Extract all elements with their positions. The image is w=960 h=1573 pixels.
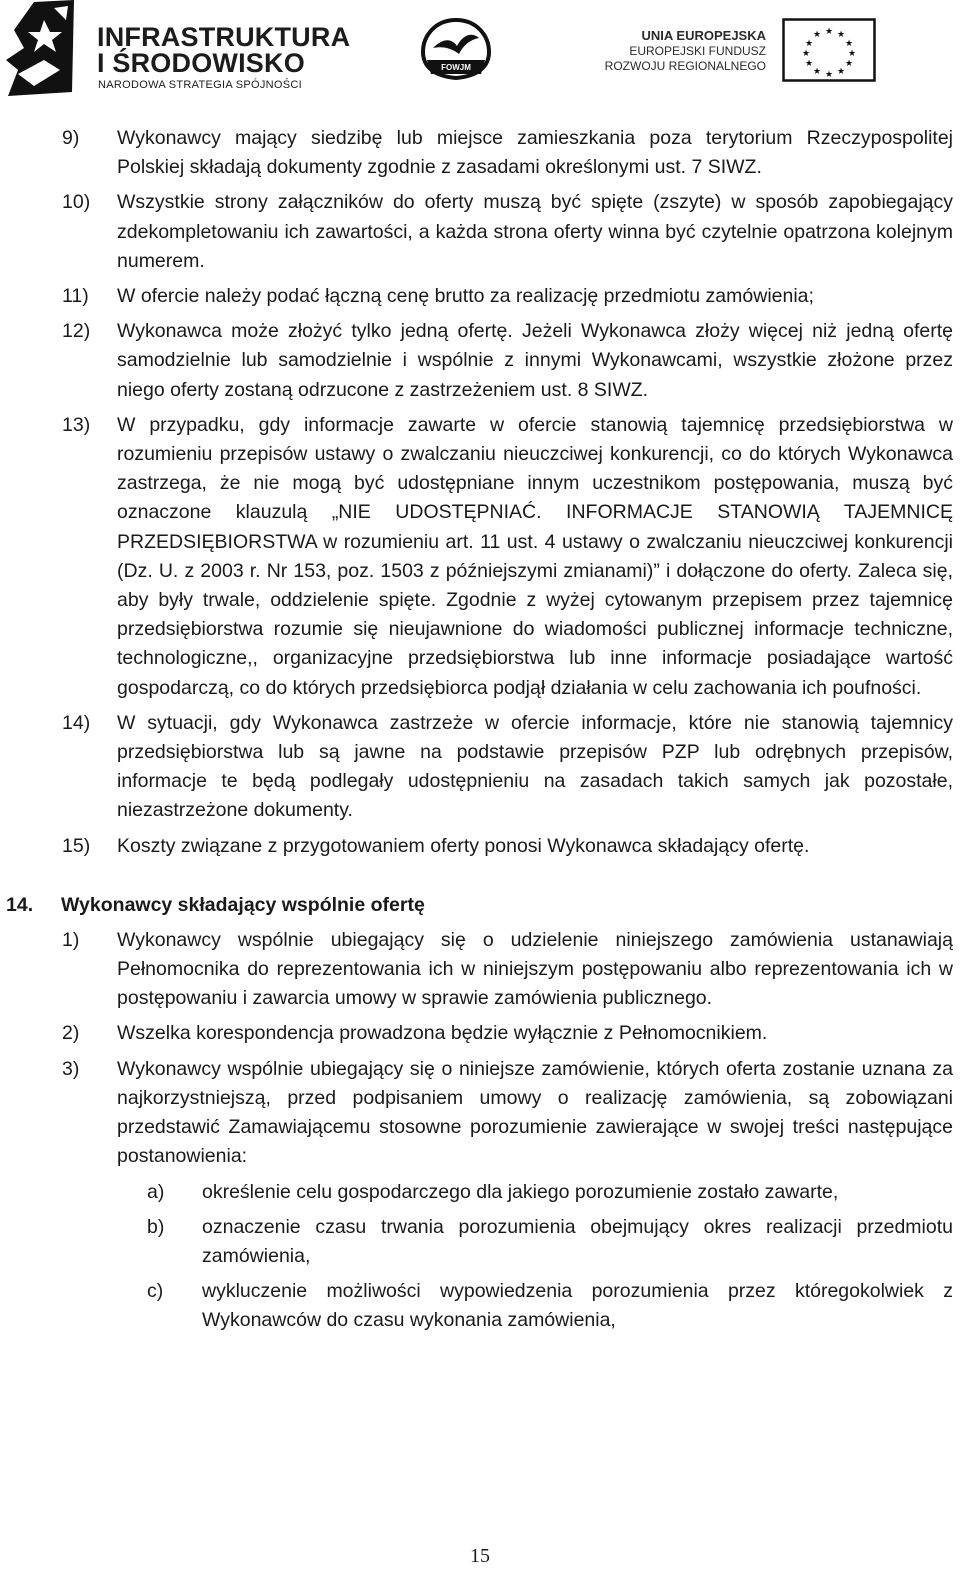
svg-text:★: ★ (836, 30, 846, 40)
item-text: W ofercie należy podać łączną cenę brutto za realizację przedmiotu zamówienia; (117, 285, 814, 308)
eu-fund-line2: ROZWOJU REGIONALNEGO (604, 59, 766, 73)
list-item (0, 411, 960, 703)
svg-text:★: ★ (812, 67, 822, 77)
item-number: 12) (62, 320, 91, 343)
sub-item-text: oznaczenie czasu trwania porozumienia obejmujący okres realizacji przedmiotu zamówienia, (202, 1215, 953, 1267)
page-header (0, 0, 960, 100)
infrastruktura-emblem-icon (4, 0, 90, 96)
item-number: 10) (62, 191, 91, 214)
item-text: Wszelka korespondencja prowadzona będzie wyłącznie z Pełnomocnikiem. (117, 1022, 768, 1045)
sub-item-text: określenie celu gospodarczego dla jakiego porozumienie zostało zawarte, (202, 1180, 839, 1203)
infrastruktura-title: INFRASTRUKTURA (97, 22, 351, 52)
eu-fund-line1: EUROPEJSKI FUNDUSZ (629, 44, 766, 58)
item-number: 15) (62, 834, 91, 857)
item-number: 11) (62, 285, 89, 308)
item-text: Koszty związane z przygotowaniem oferty ponosi Wykonawca składający ofertę. (117, 834, 810, 857)
svg-text:★: ★ (847, 49, 857, 59)
svg-text:★: ★ (812, 30, 822, 40)
list-item (0, 926, 960, 1014)
item-text: Wykonawca może złożyć tylko jedną ofertę. Jeżeli Wykonawca złoży więcej niż jedną ofertę samodzielnie lub samodzielnie i wspólnie z innymi Wykonawcami, wszystkie złożone przez niego oferty zostaną odrzucone z zastrzeżeniem ust. 8 SIWZ. (117, 320, 953, 401)
fowjm-label: FOWJM (441, 63, 471, 72)
section-title: Wykonawcy składający wspólnie ofertę (61, 893, 425, 916)
svg-text:★: ★ (836, 67, 846, 77)
item-number: 3) (62, 1057, 80, 1080)
svg-text:★: ★ (804, 39, 814, 49)
section-number: 14. (6, 893, 34, 916)
list-item (0, 709, 960, 826)
list-item (0, 317, 960, 405)
item-text: W sytuacji, gdy Wykonawca zastrzeże w ofercie informacje, które nie stanowią tajemnicy przedsiębiorstwa lub są jawne na podstawie przepisów PZP lub odrębnych przepisów, informacje te będą podlegały udostępnieniu na zasadach takich samych jak pozostałe, niezastrzeżone dokumenty. (117, 711, 953, 822)
svg-text:★: ★ (824, 70, 834, 80)
svg-text:★: ★ (844, 39, 854, 49)
sub-item-letter: c) (147, 1280, 164, 1303)
sub-item-letter: a) (147, 1180, 165, 1203)
eu-logo (604, 18, 876, 84)
srodowisko-title: I ŚRODOWISKO (97, 48, 305, 78)
list-item (0, 1055, 960, 1172)
infrastruktura-logo (4, 0, 351, 96)
item-text: Wykonawcy wspólnie ubiegający się o udzielenie niniejszego zamówienia ustanawiają Pełnomocnika do reprezentowania ich w niniejszym postępowaniu albo reprezentowania ich w postępowaniu i zawarcia umowy w sprawie zamówienia publicznego. (117, 928, 953, 1010)
sub-list-item (0, 1277, 960, 1335)
list-item (0, 832, 960, 861)
fowjm-logo (421, 18, 491, 80)
sub-list-item (0, 1178, 960, 1207)
strategy-subtitle: NARODOWA STRATEGIA SPÓJNOŚCI (98, 79, 302, 91)
eu-title: UNIA EUROPEJSKA (641, 28, 766, 43)
sub-item-letter: b) (147, 1215, 165, 1238)
list-item (0, 1019, 960, 1048)
sub-list-item (0, 1213, 960, 1271)
svg-text:★: ★ (844, 59, 854, 69)
item-text: Wykonawcy mający siedzibę lub miejsce zamieszkania poza terytorium Rzeczypospolitej Polskiej składają dokumenty zgodnie z zasadami określonymi ust. 7 SIWZ. (117, 127, 953, 179)
item-text: Wykonawcy wspólnie ubiegający się o niniejsze zamówienie, których oferta zostanie uznana za najkorzystniejszą, przed podpisaniem umowy o realizację zamówienia, są zobowiązani przedstawić Zamawiającemu stosowne porozumienie zawierające w swojej treści następujące postanowienia: (117, 1057, 953, 1168)
list-item (0, 188, 960, 276)
list-item (0, 282, 960, 311)
item-text: Wszystkie strony załączników do oferty muszą być spięte (zszyte) w sposób zapobiegający zdekompletowaniu ich zawartości, a każda strona oferty winna być czytelnie opatrzona kolejnym numerem. (117, 191, 953, 272)
item-number: 9) (62, 127, 80, 149)
list-item (0, 124, 960, 182)
page-number: 15 (470, 1545, 490, 1567)
item-number: 1) (62, 928, 80, 951)
section-heading (0, 891, 960, 921)
item-number: 14) (62, 711, 91, 734)
svg-text:★: ★ (801, 49, 811, 59)
item-number: 2) (62, 1022, 80, 1045)
item-number: 13) (62, 413, 91, 436)
svg-text:★: ★ (804, 59, 814, 69)
svg-text:★: ★ (824, 27, 834, 37)
item-text: W przypadku, gdy informacje zawarte w ofercie stanowią tajemnicę przedsiębiorstwa w rozumieniu przepisów ustawy o zwalczaniu nieuczciwej konkurencji, co do których Wykonawca zastrzega, że nie mogą być udostępniane innym uczestnikom postępowania, muszą być oznaczone klauzulą „NIE UDOSTĘPNIAĆ. INFORMACJE STANOWIĄ TAJEMNICĘ PRZEDSIĘBIORSTWA w rozumieniu art. 11 ust. 4 ustawy o zwalczaniu nieuczciwej konkurencji (Dz. U. z 2003 r. Nr 153, poz. 1503 z późniejszymi zmianami)” i dołączone do oferty. Zaleca się, aby były trwale, oddzielenie spięte. Zgodnie z wyżej cytowanym przepisem przez tajemnicę przedsiębiorstwa rozumie się nieujawnione do wiadomości publicznej informacje techniczne, technologiczne,, organizacyjne przedsiębiorstwa lub inne informacje posiadające wartość gospodarczą, co do których przedsiębiorca podjął działania w celu zachowania ich poufności. (117, 413, 953, 699)
eu-flag-icon (782, 18, 876, 82)
document-body (0, 124, 960, 1342)
sub-item-text: wykluczenie możliwości wypowiedzenia porozumienia przez któregokolwiek z Wykonawców do czasu wykonania zamówienia, (202, 1280, 953, 1332)
